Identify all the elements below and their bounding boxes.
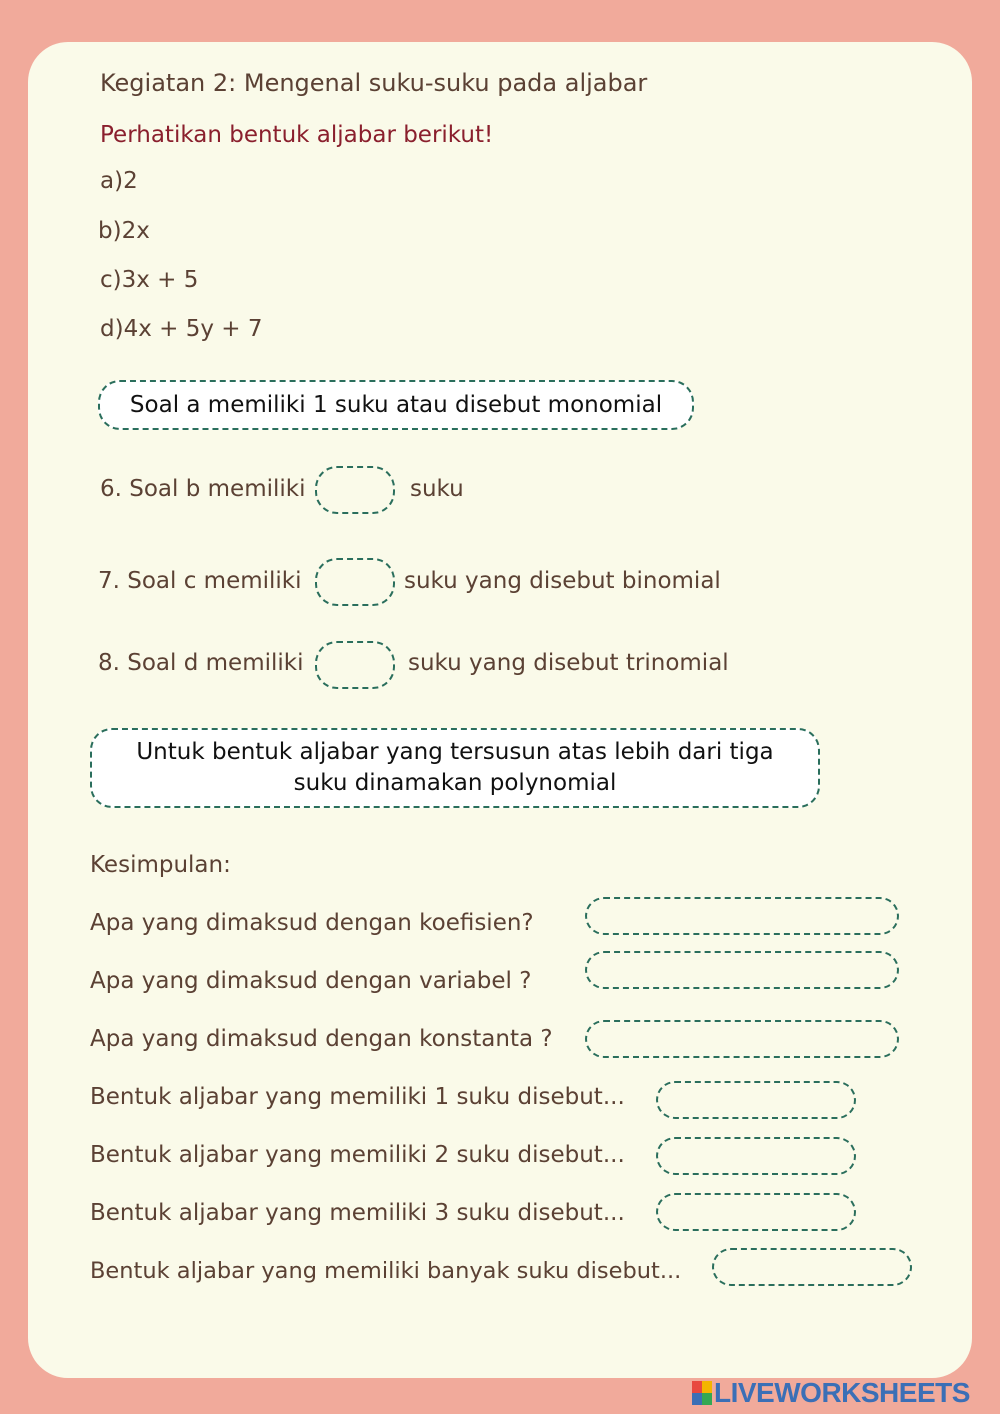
question-7-answer-input[interactable] (315, 558, 395, 606)
variable-answer-input[interactable] (585, 951, 899, 989)
liveworksheets-logo (692, 1377, 970, 1409)
question-8-answer-input[interactable] (315, 641, 395, 689)
question-8-prefix: 8. Soal d memiliki (98, 650, 304, 676)
coefficient-answer-input[interactable] (585, 897, 899, 935)
polynomial-info-text: Untuk bentuk aljabar yang tersusun atas lebih dari tiga suku dinamakan polynomial (136, 739, 774, 796)
conclusion-label-coefficient: Apa yang dimaksud dengan koefisien? (90, 910, 534, 936)
monomial-info-text: Soal a memiliki 1 suku atau disebut monomial (129, 391, 663, 418)
activity-title: Kegiatan 2: Mengenal suku-suku pada aljabar (100, 69, 648, 97)
expression-c: c)3x + 5 (100, 267, 199, 293)
expression-a: a)2 (100, 168, 138, 194)
logo-mark-icon (692, 1381, 712, 1405)
question-6-answer-input[interactable] (315, 466, 395, 514)
logo-text: LIVEWORKSHEETS (714, 1377, 970, 1408)
instruction-text: Perhatikan bentuk aljabar berikut! (100, 122, 494, 148)
two-terms-answer-input[interactable] (656, 1137, 856, 1175)
expression-d: d)4x + 5y + 7 (100, 316, 263, 342)
polynomial-info-box (90, 728, 820, 808)
many-terms-answer-input[interactable] (712, 1248, 912, 1286)
question-8-suffix: suku yang disebut trinomial (408, 650, 729, 676)
one-term-answer-input[interactable] (656, 1081, 856, 1119)
conclusion-label-variable: Apa yang dimaksud dengan variabel ? (90, 968, 532, 994)
conclusion-label-two-terms: Bentuk aljabar yang memiliki 2 suku disebut... (90, 1142, 625, 1168)
constant-answer-input[interactable] (585, 1020, 899, 1058)
monomial-info-box (98, 380, 694, 430)
conclusion-label-constant: Apa yang dimaksud dengan konstanta ? (90, 1026, 553, 1052)
question-7-prefix: 7. Soal c memiliki (98, 568, 302, 594)
conclusion-label-one-term: Bentuk aljabar yang memiliki 1 suku disebut... (90, 1084, 625, 1110)
conclusion-heading: Kesimpulan: (90, 852, 231, 878)
three-terms-answer-input[interactable] (656, 1193, 856, 1231)
question-6-suffix: suku (410, 476, 464, 502)
worksheet-card (28, 42, 972, 1378)
conclusion-label-three-terms: Bentuk aljabar yang memiliki 3 suku disebut... (90, 1200, 625, 1226)
conclusion-label-many-terms: Bentuk aljabar yang memiliki banyak suku disebut... (90, 1258, 682, 1284)
expression-b: b)2x (98, 218, 150, 244)
question-7-suffix: suku yang disebut binomial (404, 568, 721, 594)
question-6-prefix: 6. Soal b memiliki (100, 476, 306, 502)
